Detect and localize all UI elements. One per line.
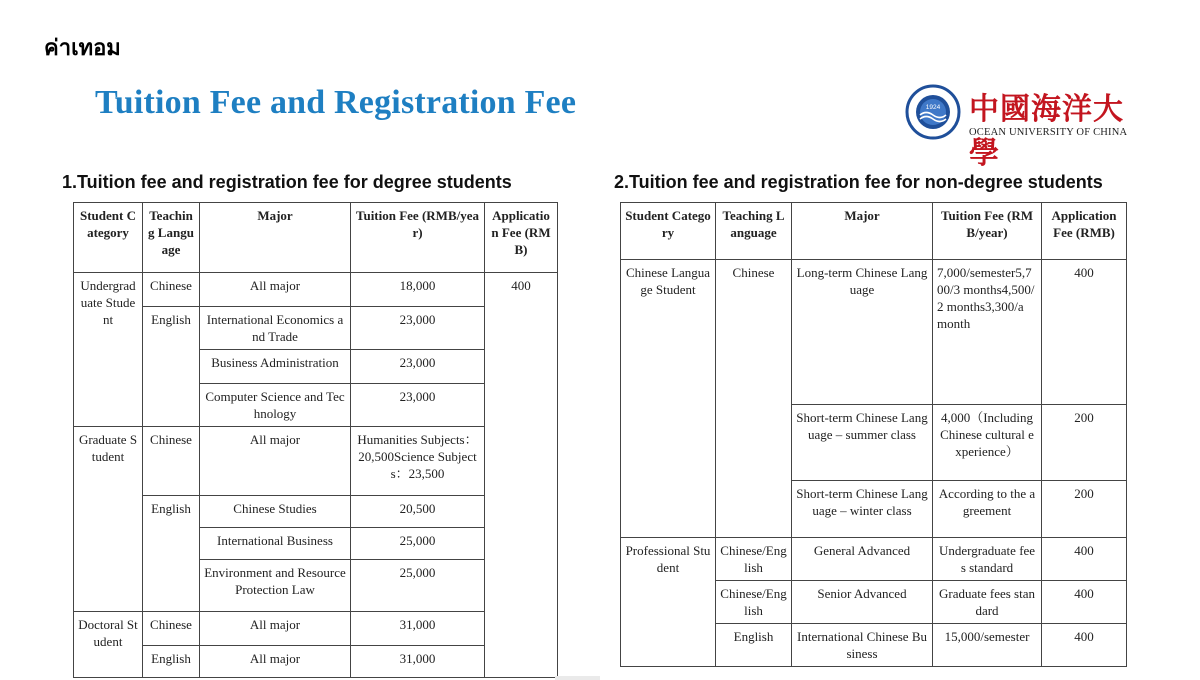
major-cell: Business Administration — [200, 350, 351, 384]
major-cell: Senior Advanced — [792, 581, 933, 624]
fee-cell: 23,000 — [351, 307, 485, 350]
category-professional: Professional Student — [621, 538, 716, 667]
major-cell: All major — [200, 646, 351, 678]
major-cell: Environment and Resource Protection Law — [200, 560, 351, 612]
language-cell: English — [143, 496, 200, 612]
section1-title: 1.Tuition fee and registration fee for degree students — [62, 172, 512, 192]
header-major: Major — [200, 203, 351, 273]
major-cell: All major — [200, 273, 351, 307]
header-tuition-fee: Tuition Fee (RMB/year) — [933, 203, 1042, 260]
application-fee-cell: 200 — [1042, 405, 1127, 481]
header-teaching-language: Teaching Language — [716, 203, 792, 260]
header-application-fee: Application Fee (RMB) — [1042, 203, 1127, 260]
logo-english-name: OCEAN UNIVERSITY OF CHINA — [969, 127, 1128, 138]
language-cell: English — [716, 624, 792, 667]
major-cell: Chinese Studies — [200, 496, 351, 528]
header-teaching-language: Teaching Language — [143, 203, 200, 273]
fee-cell: 15,000/semester — [933, 624, 1042, 667]
major-cell: All major — [200, 427, 351, 496]
fee-cell: Undergraduate fees standard — [933, 538, 1042, 581]
fee-cell: 18,000 — [351, 273, 485, 307]
logo-chinese-name: 中國海洋大學 — [969, 92, 1124, 171]
major-cell: International Business — [200, 528, 351, 560]
fee-cell: 7,000/semester5,700/3 months4,500/2 months3,300/a month — [933, 260, 1042, 405]
language-cell: Chinese/English — [716, 581, 792, 624]
application-fee-cell: 400 — [1042, 538, 1127, 581]
major-cell: Computer Science and Technology — [200, 384, 351, 427]
language-cell: Chinese — [143, 612, 200, 646]
major-cell: International Chinese Business — [792, 624, 933, 667]
category-chinese-language: Chinese Language Student — [621, 260, 716, 538]
application-fee-cell: 400 — [1042, 260, 1127, 405]
major-cell: Short-term Chinese Language – winter class — [792, 481, 933, 538]
fee-cell: 4,000（Including Chinese cultural experience） — [933, 405, 1042, 481]
fee-cell: 31,000 — [351, 646, 485, 678]
header-student-category: Student Category — [621, 203, 716, 260]
university-logo — [905, 82, 1135, 171]
language-cell: Chinese — [143, 273, 200, 307]
fee-cell: 23,000 — [351, 350, 485, 384]
footer-mark — [555, 676, 600, 680]
university-seal-icon — [905, 84, 961, 140]
application-fee-cell: 400 — [1042, 581, 1127, 624]
language-cell: Chinese/English — [716, 538, 792, 581]
application-fee-cell: 200 — [1042, 481, 1127, 538]
language-cell: Chinese — [143, 427, 200, 496]
fee-cell: 23,000 — [351, 384, 485, 427]
seal-year: 1924 — [925, 104, 941, 111]
header-tuition-fee: Tuition Fee (RMB/year) — [351, 203, 485, 273]
major-cell: Long-term Chinese Language — [792, 260, 933, 405]
application-fee-cell: 400 — [485, 273, 558, 678]
fee-cell: 25,000 — [351, 528, 485, 560]
fee-cell: According to the agreement — [933, 481, 1042, 538]
major-cell: General Advanced — [792, 538, 933, 581]
page-heading: ค่าเทอม — [44, 36, 121, 61]
category-undergraduate: Undergraduate Student — [74, 273, 143, 427]
category-doctoral: Doctoral Student — [74, 612, 143, 678]
header-application-fee: Application Fee (RMB) — [485, 203, 558, 273]
header-student-category: Student Category — [74, 203, 143, 273]
slide-title: Tuition Fee and Registration Fee — [95, 84, 577, 121]
degree-fee-table — [73, 202, 558, 678]
major-cell: International Economics and Trade — [200, 307, 351, 350]
fee-cell: 20,500 — [351, 496, 485, 528]
fee-cell: 25,000 — [351, 560, 485, 612]
application-fee-cell: 400 — [1042, 624, 1127, 667]
language-cell: English — [143, 646, 200, 678]
fee-cell: Graduate fees standard — [933, 581, 1042, 624]
section2-title: 2.Tuition fee and registration fee for non-degree students — [614, 172, 1103, 192]
header-major: Major — [792, 203, 933, 260]
fee-cell: 31,000 — [351, 612, 485, 646]
fee-cell: Humanities Subjects：20,500Science Subjects：23,500 — [351, 427, 485, 496]
major-cell: All major — [200, 612, 351, 646]
language-cell: Chinese — [716, 260, 792, 538]
language-cell: English — [143, 307, 200, 427]
category-graduate: Graduate Student — [74, 427, 143, 612]
major-cell: Short-term Chinese Language – summer class — [792, 405, 933, 481]
non-degree-fee-table — [620, 202, 1127, 667]
